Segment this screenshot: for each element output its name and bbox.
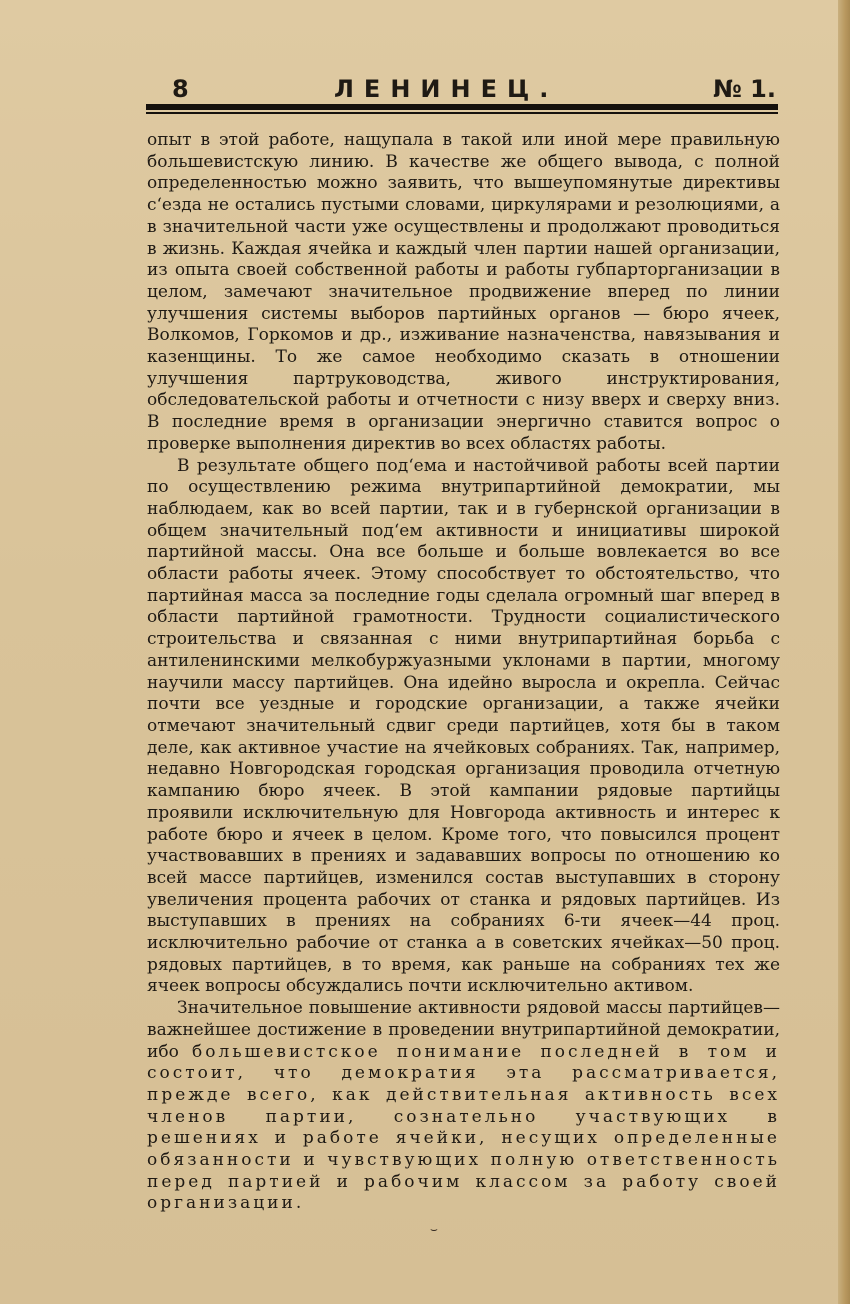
- journal-title: ЛЕНИНЕЦ.: [334, 75, 559, 103]
- header-rule-thick: [146, 104, 778, 110]
- paragraph-3: [147, 998, 780, 1215]
- paragraph-3-normal-text: Значительное повышение активности рядовой массы партийцев— важнейшее достижение в проведении внутрипартийной демократии, ибо: [147, 998, 780, 1062]
- paragraph-1: опыт в этой работе, нащупала в такой или иной мере правильную большевистскую линию. В качестве же общего вывода, с полной определенностью можно заявить, что вышеупомянутые директивы с‘езда не остались пустыми словами, циркулярами и резолюциями, а в значительной части уже осуществлены и продолжают проводиться в жизнь. Каждая ячейка и каждый член партии нашей организации, из опыта своей собственной работы и работы губпарторганизации в целом, замечают значительное продвижение вперед по линии улучшения системы выборов партийных органов — бюро ячеек, Волкомов, Горкомов и др., изживание назначенства, навязывания и казенщины. То же самое необходимо сказать в отношении улучшения партруководства, живого инструктирования, обследовательской работы и отчетности с низу вверх и сверху вниз. В последние время в организации энергично ставится вопрос о проверке выполнения директив во всех областях работы.: [147, 130, 780, 454]
- paragraph-3-spaced-text: большевистское понимание последней в том и состоит, что демократия эта рассматривается, прежде всего, как действительная активность всех членов партии, сознательно участвующих в решениях и работе ячейки, несущих определенные обязанности и чувствующих полную ответственность перед партией и рабочим классом за работу своей организации.: [147, 1041, 781, 1214]
- paragraph-2: В результате общего под‘ема и настойчивой работы всей партии по осуществлению режима внутрипартийной демократии, мы наблюдаем, как во всей партии, так и в губернской организации в общем значительный под‘ем активности и инициативы широкой партийной массы. Она все больше и больше вовлекается во все области работы ячеек. Этому способствует то обстоятельство, что партийная масса за последние годы сделала огромный шаг вперед в области партийной грамотности. Трудности социалистического строительства и связанная с ними внутрипартийная борьба с антиленинскими мелкобуржуазными уклонами в партии, многому научили массу партийцев. Она идейно выросла и окрепла. Сейчас почти все уездные и городские организации, а также ячейки отмечают значительный сдвиг среди партийцев, хотя бы в таком деле, как активное участие на ячейковых собраниях. Так, например, недавно Новгородская городская организация проводила отчетную кампанию бюро ячеек. В этой кампании рядовые партийцы проявили исключительную для Новгорода активность и интерес к работе бюро и ячеек в целом. Кроме того, что повысился процент участвовавших в прениях и задававших вопросы по отношению ко всей массе партийцев, изменился состав выступавших в сторону увеличения процента рабочих от станка и рядовых партийцев. Из выступавших в прениях на собраниях 6-ти ячеек—44 проц. исключительно рабочие от станка а в советских ячейках—50 проц. рядовых партийцев, в то время, как раньше на собраниях тех же ячеек вопросы обсуждались почти исключительно активом.: [147, 455, 780, 997]
- header-rule-thin: [146, 112, 778, 114]
- page-edge: [838, 0, 850, 1304]
- footer-mark: ⌣: [430, 1222, 438, 1236]
- page-header: [148, 76, 778, 106]
- issue-number: № 1.: [712, 75, 776, 103]
- page-number: 8: [172, 75, 189, 103]
- article-body: [147, 130, 780, 1215]
